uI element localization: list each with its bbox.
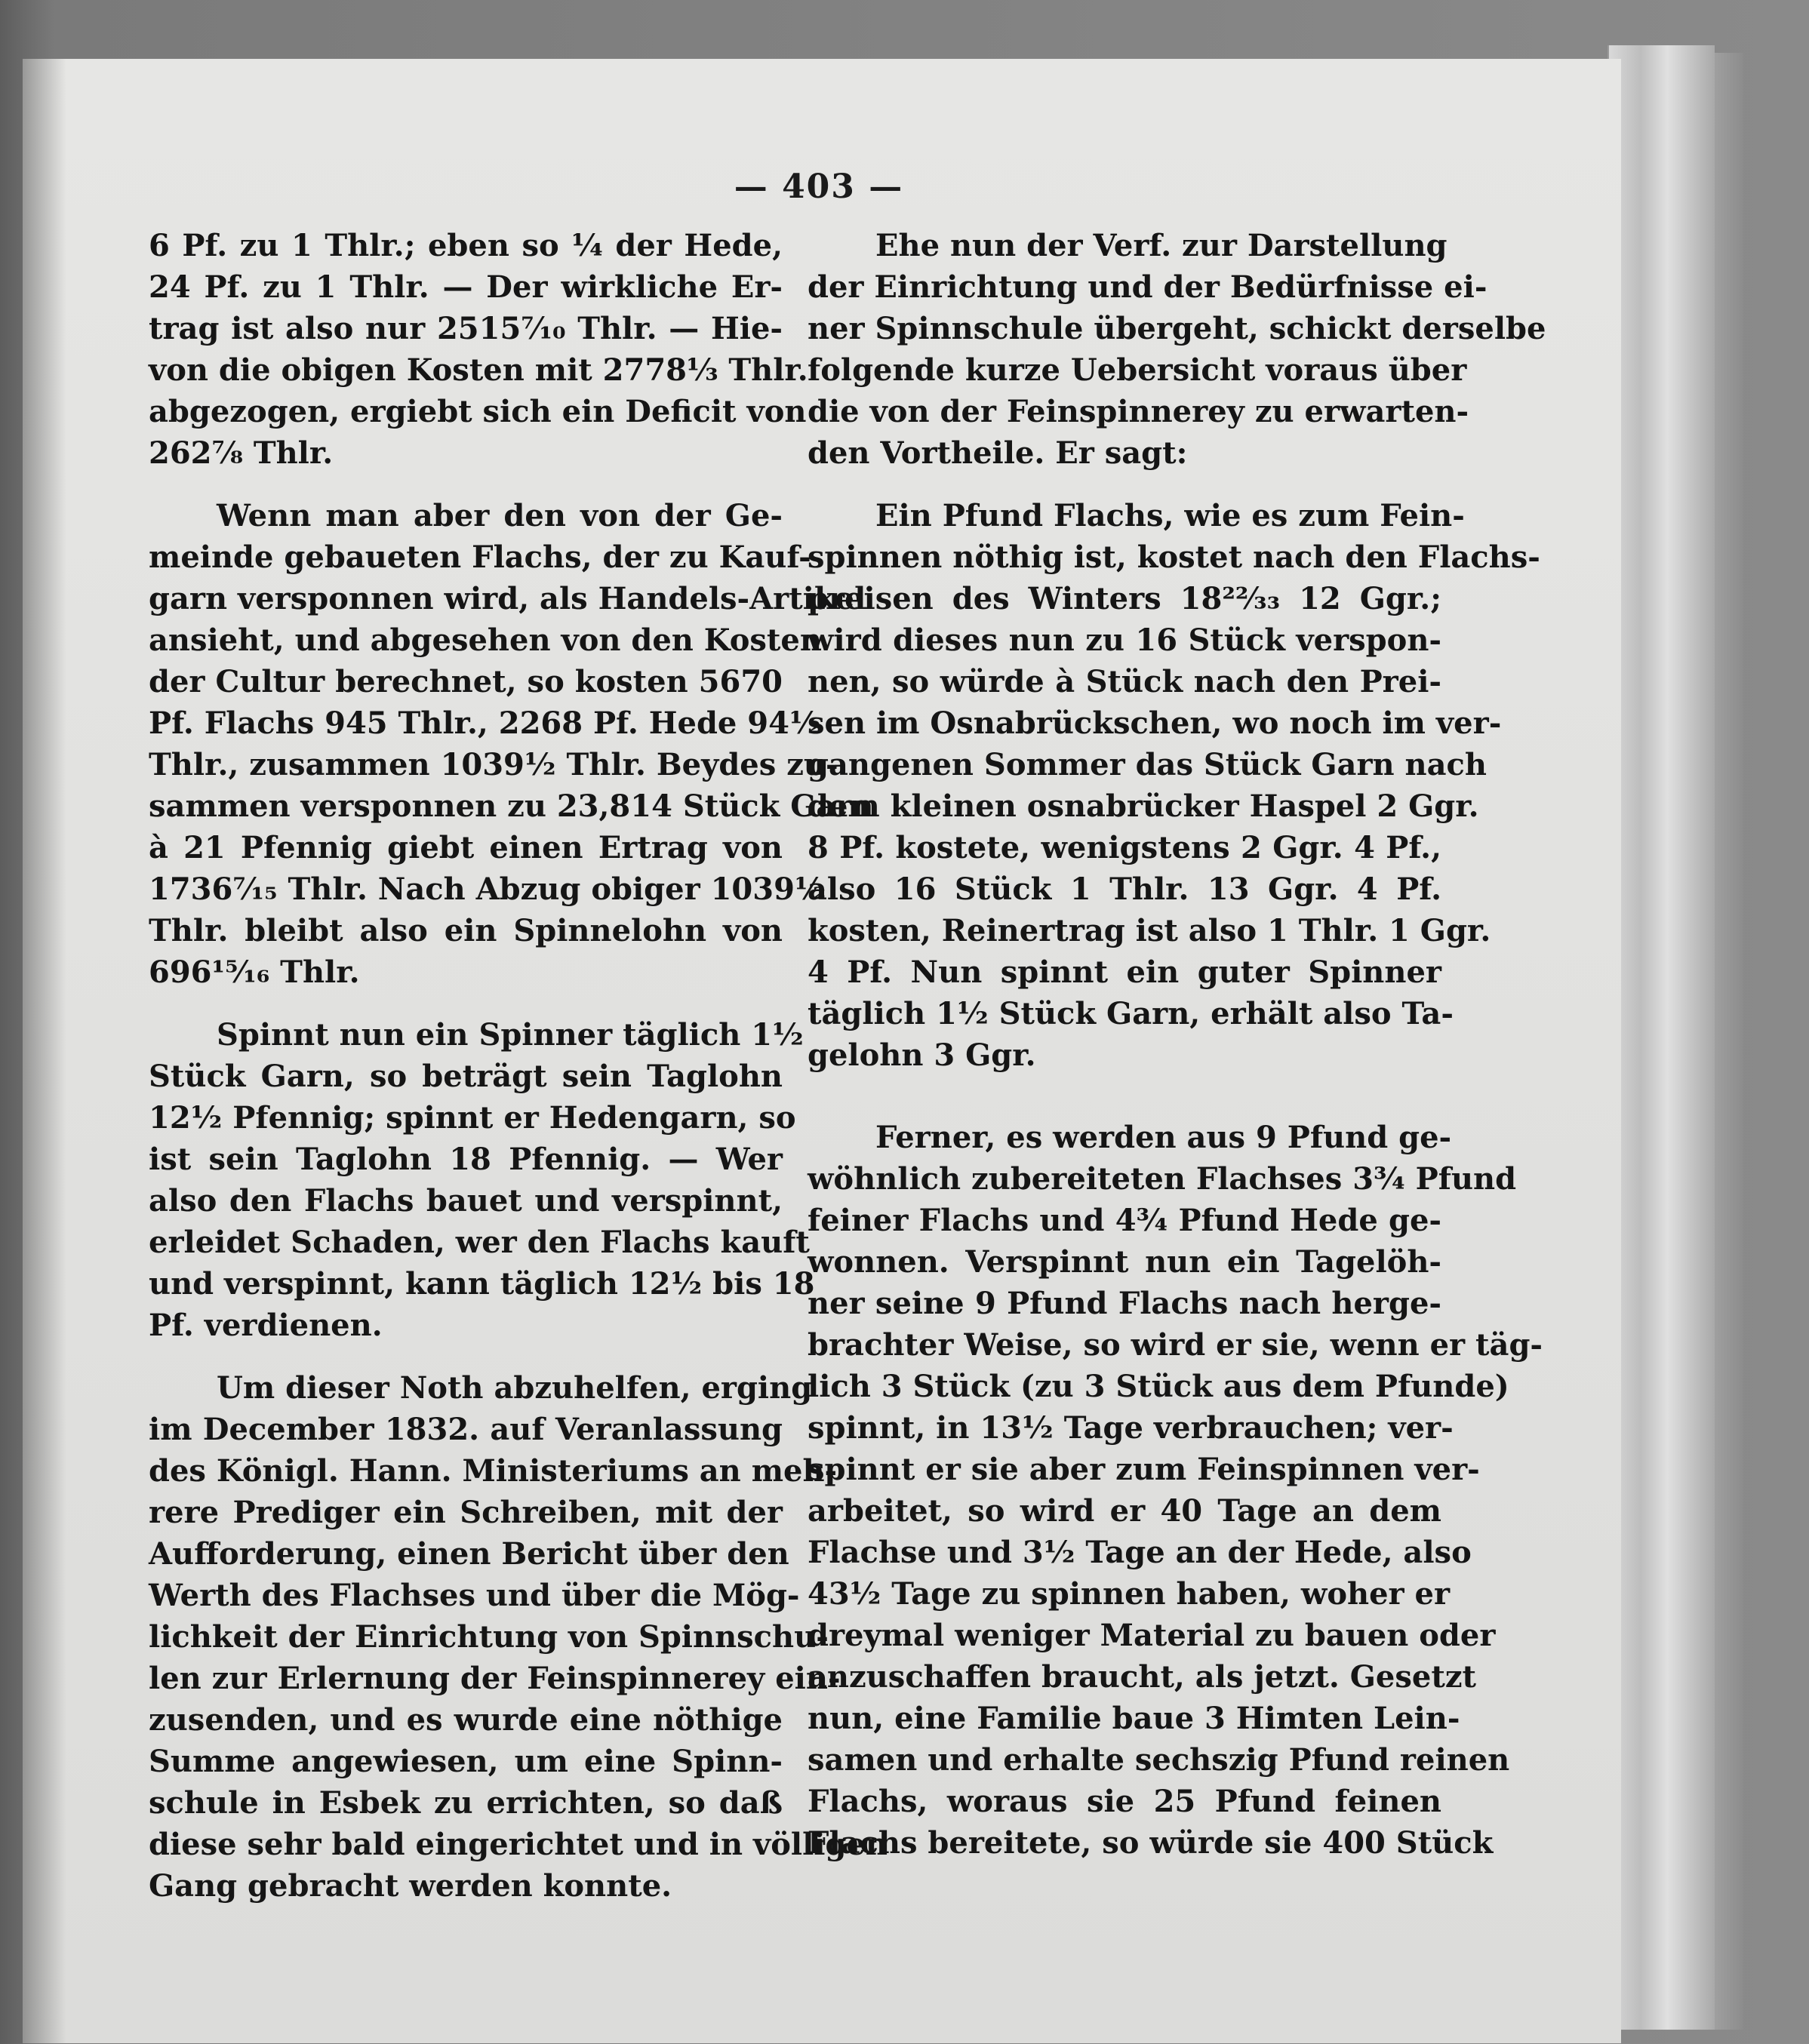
- text-line: ner Spinnschule übergeht, schickt derselbe: [808, 311, 1546, 346]
- text-line: Aufforderung, einen Bericht über den: [149, 1536, 789, 1572]
- text-line: Pf. Flachs 945 Thlr., 2268 Pf. Hede 94½: [149, 705, 821, 741]
- text-line: len zur Erlernung der Feinspinnerey ein-: [149, 1661, 841, 1696]
- text-line: der Einrichtung und der Bedürfnisse ei-: [808, 269, 1488, 305]
- text-line: ansieht, und abgesehen von den Kosten: [149, 622, 822, 658]
- text-line: 43½ Tage zu spinnen haben, woher er: [808, 1576, 1451, 1612]
- text-line: ist sein Taglohn 18 Pfennig. — Wer: [149, 1142, 783, 1177]
- text-line: anzuschaffen braucht, als jetzt. Gesetzt: [808, 1659, 1477, 1695]
- text-line: Ferner, es werden aus 9 Pfund ge-: [875, 1120, 1452, 1155]
- text-line: ner seine 9 Pfund Flachs nach herge-: [808, 1286, 1441, 1321]
- text-line: garn versponnen wird, als Handels-Artikel: [149, 581, 866, 616]
- text-line: dem kleinen osnabrücker Haspel 2 Ggr.: [808, 788, 1479, 824]
- text-line: also 16 Stück 1 Thlr. 13 Ggr. 4 Pf.: [808, 871, 1441, 907]
- text-line: 24 Pf. zu 1 Thlr. — Der wirkliche Er-: [149, 269, 783, 305]
- text-line: arbeitet, so wird er 40 Tage an dem: [808, 1493, 1441, 1529]
- text-line: nen, so würde à Stück nach den Prei-: [808, 664, 1441, 699]
- text-line: schule in Esbek zu errichten, so daß: [149, 1785, 783, 1821]
- page-number: — 403 —: [734, 168, 904, 206]
- text-line: feiner Flachs und 4¾ Pfund Hede ge-: [808, 1203, 1441, 1238]
- text-line: Pf. verdienen.: [149, 1308, 383, 1343]
- text-line: Thlr. bleibt also ein Spinnelohn von: [149, 913, 783, 948]
- text-line: 8 Pf. kostete, wenigstens 2 Ggr. 4 Pf.,: [808, 830, 1441, 865]
- gutter-shadow: [21, 59, 66, 2043]
- text-line: gelohn 3 Ggr.: [808, 1037, 1036, 1073]
- paragraph: [808, 495, 1540, 1076]
- text-line: Thlr., zusammen 1039½ Thlr. Beydes zu-: [149, 747, 838, 782]
- text-line: des Königl. Hann. Ministeriums an meh-: [149, 1453, 838, 1489]
- text-line: lichkeit der Einrichtung von Spinnschu-: [149, 1619, 829, 1655]
- text-line: preisen des Winters 18²²⁄₃₃ 12 Ggr.;: [808, 581, 1441, 616]
- text-line: rere Prediger ein Schreiben, mit der: [149, 1495, 783, 1530]
- left-column: [149, 225, 888, 1907]
- text-line: dreymal weniger Material zu bauen oder: [808, 1618, 1496, 1653]
- text-line: samen und erhalte sechszig Pfund reinen: [808, 1742, 1510, 1778]
- text-line: täglich 1½ Stück Garn, erhält also Ta-: [808, 996, 1454, 1031]
- text-line: Ehe nun der Verf. zur Darstellung: [875, 228, 1448, 263]
- text-line: 1736⁷⁄₁₅ Thlr. Nach Abzug obiger 1039½: [149, 871, 826, 907]
- text-line: 6 Pf. zu 1 Thlr.; eben so ¼ der Hede,: [149, 228, 783, 263]
- text-line: 12½ Pfennig; spinnt er Hedengarn, so: [149, 1100, 796, 1136]
- text-line: sammen versponnen zu 23,814 Stück Garn: [149, 788, 874, 824]
- paragraph: [808, 1117, 1543, 1864]
- text-line: Um dieser Noth abzuhelfen, erging: [217, 1370, 813, 1406]
- text-line: Stück Garn, so beträgt sein Taglohn: [149, 1059, 783, 1094]
- paragraph: [149, 495, 874, 993]
- text-line: 696¹⁵⁄₁₆ Thlr.: [149, 954, 360, 990]
- text-line: also den Flachs bauet und verspinnt,: [149, 1183, 783, 1219]
- text-line: von die obigen Kosten mit 2778⅓ Thlr.: [149, 352, 808, 388]
- paragraph: [149, 1014, 815, 1346]
- paragraph: [149, 225, 808, 474]
- text-line: brachter Weise, so wird er sie, wenn er täg-: [808, 1327, 1543, 1363]
- page-stack-edge: [1607, 45, 1715, 2030]
- text-line: Summe angewiesen, um eine Spinn-: [149, 1744, 783, 1779]
- text-line: spinnt, in 13½ Tage verbrauchen; ver-: [808, 1410, 1454, 1446]
- text-line: zusenden, und es wurde eine nöthige: [149, 1702, 783, 1738]
- text-line: trag ist also nur 2515⁷⁄₁₀ Thlr. — Hie-: [149, 311, 783, 346]
- text-line: Spinnt nun ein Spinner täglich 1½: [217, 1017, 804, 1053]
- text-line: diese sehr bald eingerichtet und in völligen: [149, 1827, 888, 1862]
- text-line: der Cultur berechnet, so kosten 5670: [149, 664, 783, 699]
- text-line: Flachse und 3½ Tage an der Hede, also: [808, 1535, 1472, 1570]
- text-line: meinde gebaueten Flachs, der zu Kauf-: [149, 539, 811, 575]
- paragraph: [808, 225, 1546, 474]
- text-line: sen im Osnabrückschen, wo noch im ver-: [808, 705, 1502, 741]
- text-line: lich 3 Stück (zu 3 Stück aus dem Pfunde): [808, 1369, 1509, 1404]
- text-line: den Vortheile. Er sagt:: [808, 435, 1188, 471]
- text-line: Ein Pfund Flachs, wie es zum Fein-: [875, 498, 1465, 533]
- text-line: die von der Feinspinnerey zu erwarten-: [808, 394, 1469, 429]
- text-line: und verspinnt, kann täglich 12½ bis 18: [149, 1266, 815, 1302]
- text-line: folgende kurze Uebersicht voraus über: [808, 352, 1467, 388]
- text-line: im December 1832. auf Veranlassung: [149, 1412, 783, 1447]
- text-line: 262⅞ Thlr.: [149, 435, 334, 471]
- text-line: Wenn man aber den von der Ge-: [217, 498, 783, 533]
- right-column: [808, 225, 1546, 1864]
- text-line: wird dieses nun zu 16 Stück verspon-: [808, 622, 1441, 658]
- text-line: Flachs bereitete, so würde sie 400 Stück: [808, 1825, 1494, 1861]
- text-line: spinnt er sie aber zum Feinspinnen ver-: [808, 1452, 1480, 1487]
- text-line: wonnen. Verspinnt nun ein Tagelöh-: [808, 1244, 1441, 1280]
- text-line: wöhnlich zubereiteten Flachses 3¾ Pfund: [808, 1161, 1517, 1197]
- text-line: kosten, Reinertrag ist also 1 Thlr. 1 Ggr.: [808, 913, 1491, 948]
- paragraph: [149, 1367, 888, 1907]
- text-line: gangenen Sommer das Stück Garn nach: [808, 747, 1487, 782]
- text-line: 4 Pf. Nun spinnt ein guter Spinner: [808, 954, 1441, 990]
- text-line: nun, eine Familie baue 3 Himten Lein-: [808, 1701, 1460, 1736]
- text-line: Werth des Flachses und über die Mög-: [149, 1578, 800, 1613]
- text-line: Gang gebracht werden konnte.: [149, 1868, 672, 1904]
- text-line: à 21 Pfennig giebt einen Ertrag von: [149, 830, 783, 865]
- text-line: Flachs, woraus sie 25 Pfund feinen: [808, 1784, 1441, 1819]
- text-line: abgezogen, ergiebt sich ein Deficit von: [149, 394, 807, 429]
- text-line: spinnen nöthig ist, kostet nach den Flachs-: [808, 539, 1540, 575]
- text-line: erleidet Schaden, wer den Flachs kauft: [149, 1225, 810, 1260]
